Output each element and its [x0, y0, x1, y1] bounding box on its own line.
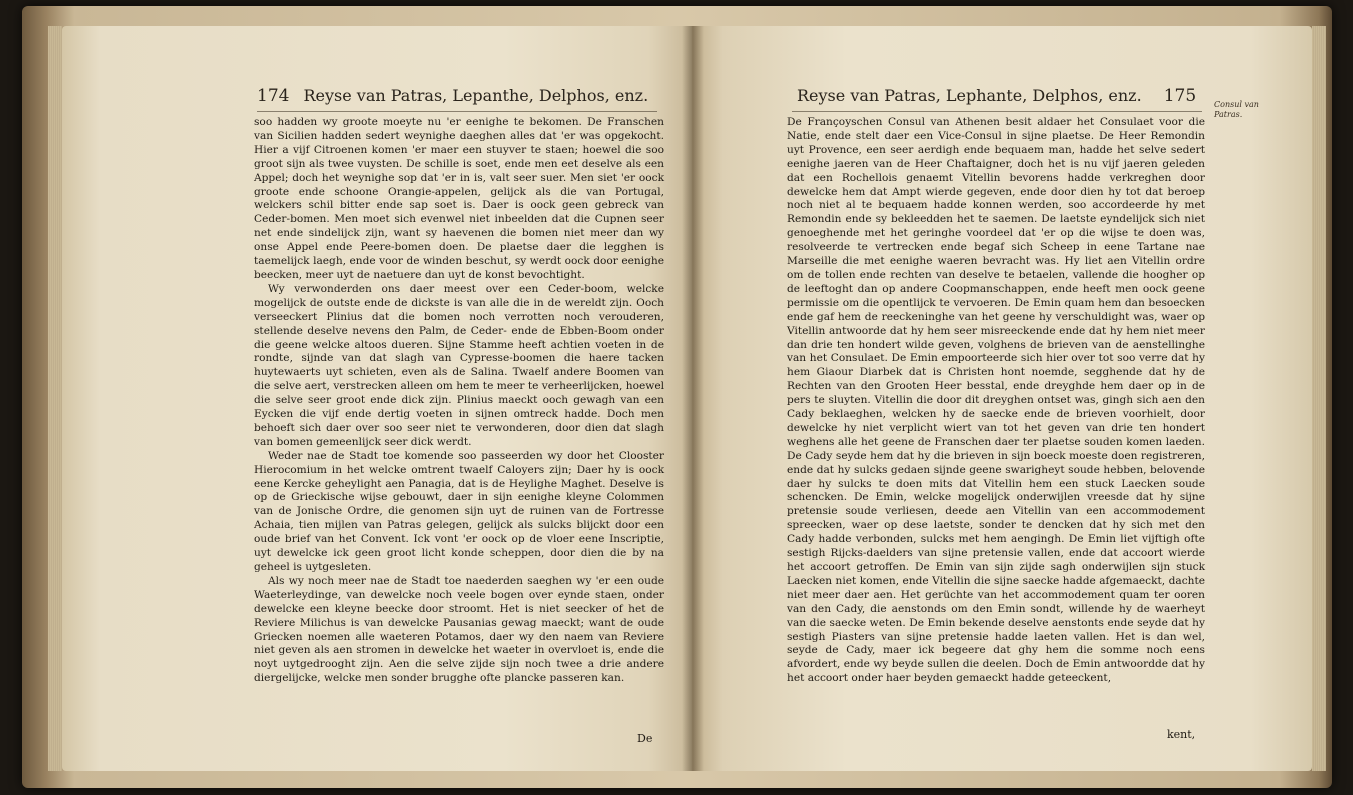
margin-note: Consul van Patras.	[1214, 100, 1259, 119]
left-running-head	[257, 86, 657, 112]
page-edges-left	[48, 26, 62, 771]
left-running-head-title: Reyse van Patras, Lepanthe, Delphos, enz.	[303, 86, 649, 105]
left-paragraph: Weder nae de Stadt toe komende soo passeerden wy door het Clooster Hierocomium in het welcke omtrent twaelf Caloyers zijn; Daer hy is oock eene Kercke geheylight aen Panagia, dat is de Heylighe Maghet. Deselve is op de Grieckische wijse gebouwt, daer in sijn eenighe kleyne Colommen van de Jonische Ordre, die genomen sijn uyt de ruinen van de Fortresse Achaia, tien mijlen van Patras gelegen, gelijck als sulcks blijckt door een oude brief van het Convent. Ick vont 'er oock op de vloer eene Inscriptie, uyt dewelcke ick geen groot licht konde scheppen, door dien die by na geheel is uytgesleten.	[254, 449, 664, 573]
left-paragraph: Wy verwonderden ons daer meest over een Ceder-boom, welcke mogelijck de outste ende de dickste is van alle die in de wereldt zijn. Ooch verseeckert Plinius dat die bomen noch verrotten noch verouderen, stellende deselve nevens den Palm, de Ceder- ende de Ebben-Boom onder die geene welcke altoos dueren. Sijne Stamme heeft achtien voeten in de rondte, sijnde van dat slagh van Cypresse-boomen die haere tacken huytewaerts uyt schieten, even als de Salina. Twaelf andere Boomen van die selve aert, verstrecken alleen om hem te meer te verheerlijcken, hoewel die selve seer groot ende dick zijn. Plinius maeckt ooch gewagh van een Eycken die vijf ende dertig voeten in sijnen omtreck hadde. Doch men behoeft sich daer over soo seer niet te verwonderen, door dien dat slagh van bomen gemeenlijck seer dick werdt.	[254, 282, 664, 448]
right-page-body	[787, 116, 1205, 744]
right-running-head-title: Reyse van Patras, Lephante, Delphos, enz.	[797, 86, 1142, 105]
left-catchword: De	[637, 732, 653, 745]
right-paragraph: De Françoyschen Consul van Athenen besit aldaer het Consulaet voor die Natie, ende stelt daer een Vice-Consul in sijne plaetse. De Heer Remondin uyt Provence, een seer aerdigh ende bequaem man, hadde het selve sedert eenighe jaeren van de Heer Chaftaigner, doch het is nu vijf jaeren geleden dat een Rochellois genaemt Vitellin bevorens hadde verkreghen door dewelcke hem dat Ampt wierde gegeven, ende door dien hy tot dat beroep noch niet al te bequaem hadde konnen werden, soo accordeerde hy met Remondin ende sy bekleedden het te saemen. De laetste eyndelijck sich niet genoeghende met het geringhe voordeel dat 'er op die wijse te doen was, resolveerde te vertrecken ende begaf sich Scheep in eene Tartane nae Marseille die met eenighe waeren bevracht was. Hy liet aen Vitellin ordre om de tollen ende rechten van deselve te betaelen, vallende die hoogher op de leeftoght dan op andere Coopmanschappen, ende heeft men oock geene permissie om die opentlijck te vervoeren. De Emin quam hem dan besoecken ende gaf hem de reeckeninghe van het geene hy verschuldight was, waer op Vitellin antwoorde dat hy hem seer misreeckende ende dat hy hem niet meer dan drie ten hondert wilde geven, volghens de brieven van de aenstellinghe van het Consulaet. De Emin empoorteerde sich hier over tot soo verre dat hy hem Giaour Diarbek dat is Christen hont noemde, segghende dat hy de Rechten van den Grooten Heer besstal, ende dreyghde hem daer op in de pers te sluyten. Vitellin die door dit dreyghen ontset was, gingh sich aen den Cady beklaeghen, welcken hy de saecke ende de brieven voorhielt, door dewelcke hy niet verplicht wiert van tot het geven van drie ten hondert weghens alle het geene de Franschen daer ter plaetse souden komen laeden. De Cady seyde hem dat hy die brieven in sijn boeck moeste doen registreren, ende dat hy sulcks gedaen sijnde geene swarigheyt soude hebben, belovende daer hy sulcks te doen mits dat Vitellin hem een stuck Laecken soude schencken. De Emin, welcke mogelijck onderwijlen vreesde dat hy sijne pretensie soude verliesen, deede aen Vitellin van een accommodement spreecken, waer op dese laetste, sonder te dencken dat hy sich met den Cady hadde verbonden, sulcks met hem aengingh. De Emin liet vijftigh ofte sestigh Rijcks-daelders van sijne pretensie vallen, ende dat accoort wierde het accoort getroffen. De Emin van sijn zijde sagh onderwijlen sijn stuck Laecken niet komen, ende Vitellin die sijne saecke hadde afgemaeckt, dachte niet meer daer aen. Het gerüchte van het accommodement quam ter ooren van den Cady, die aenstonds om den Emin sondt, willende hy de waerheyt van die saecke weten. De Emin bekende deselve aenstonts ende seyde dat hy sestigh Piasters van sijne pretensie hadde laeten vallen. Het is dan wel, seyde de Cady, maer ick begeere dat ghy hem die somme noch eens afvordert, ende wy beyde sullen die deelen. Doch de Emin antwoordde dat hy het accoort onder haer beyden gemaeckt hadde geteeckent,	[787, 116, 1205, 685]
right-catchword: kent,	[1167, 728, 1196, 741]
left-head-rule	[257, 111, 657, 112]
right-page	[692, 26, 1312, 771]
left-paragraph: Als wy noch meer nae de Stadt toe naederden saeghen wy 'er een oude Waeterleydinge, van dewelcke noch veele bogen over eynde staen, onder dewelcke een kleyne beecke door stroomt. Het is niet seecker of het de Reviere Milichus is van dewelcke Pausanias gewag maeckt; want de oude Griecken noemen alle waeteren Potamos, daer wy den naem van Reviere niet geven als aen stromen in dewelcke het waeter in overvloet is, ende die noyt uytgedrooght zijn. Aen die selve zijde sijn noch twee a drie andere diergelijcke, welcke men sonder brugghe ofte plancke passeren kan.	[254, 574, 664, 685]
right-head-rule	[792, 111, 1202, 112]
left-page-body	[254, 116, 664, 726]
right-page-number: 175	[1163, 86, 1197, 106]
right-running-head	[797, 86, 1197, 112]
left-page-number: 174	[257, 86, 290, 106]
left-page	[62, 26, 692, 771]
page-edges-right	[1312, 26, 1326, 771]
left-paragraph: soo hadden wy groote moeyte nu 'er eenighe te bekomen. De Franschen van Sicilien hadden sedert weynighe daeghen alles dat 'er was opgekocht. Hier a vijf Citroenen komen 'er maer een stuyver te staen; hoewel die soo groot sijn als twee vuysten. De schille is soet, ende men eet deselve als een Appel; doch het weynighe sop dat 'er in is, valt seer suer. Men siet 'er oock groote ende schoone Orangie-appelen, gelijck als die van Portugal, welckers schil bitter ende sap soet is. Daer is oock geen gebreck van Ceder-bomen. Men moet sich evenwel niet inbeelden dat die Cupnen seer net ende sindelijck zijn, want sy haevenen die bomen niet meer dan wy onse Appel ende Peere-bomen doen. De plaetse daer die legghen is taemelijck laegh, ende voor de winden beschut, sy werdt oock door eenighe beecken, meer uyt de naetuere dan uyt de konst bevochtight.	[254, 116, 664, 281]
book	[22, 6, 1332, 788]
